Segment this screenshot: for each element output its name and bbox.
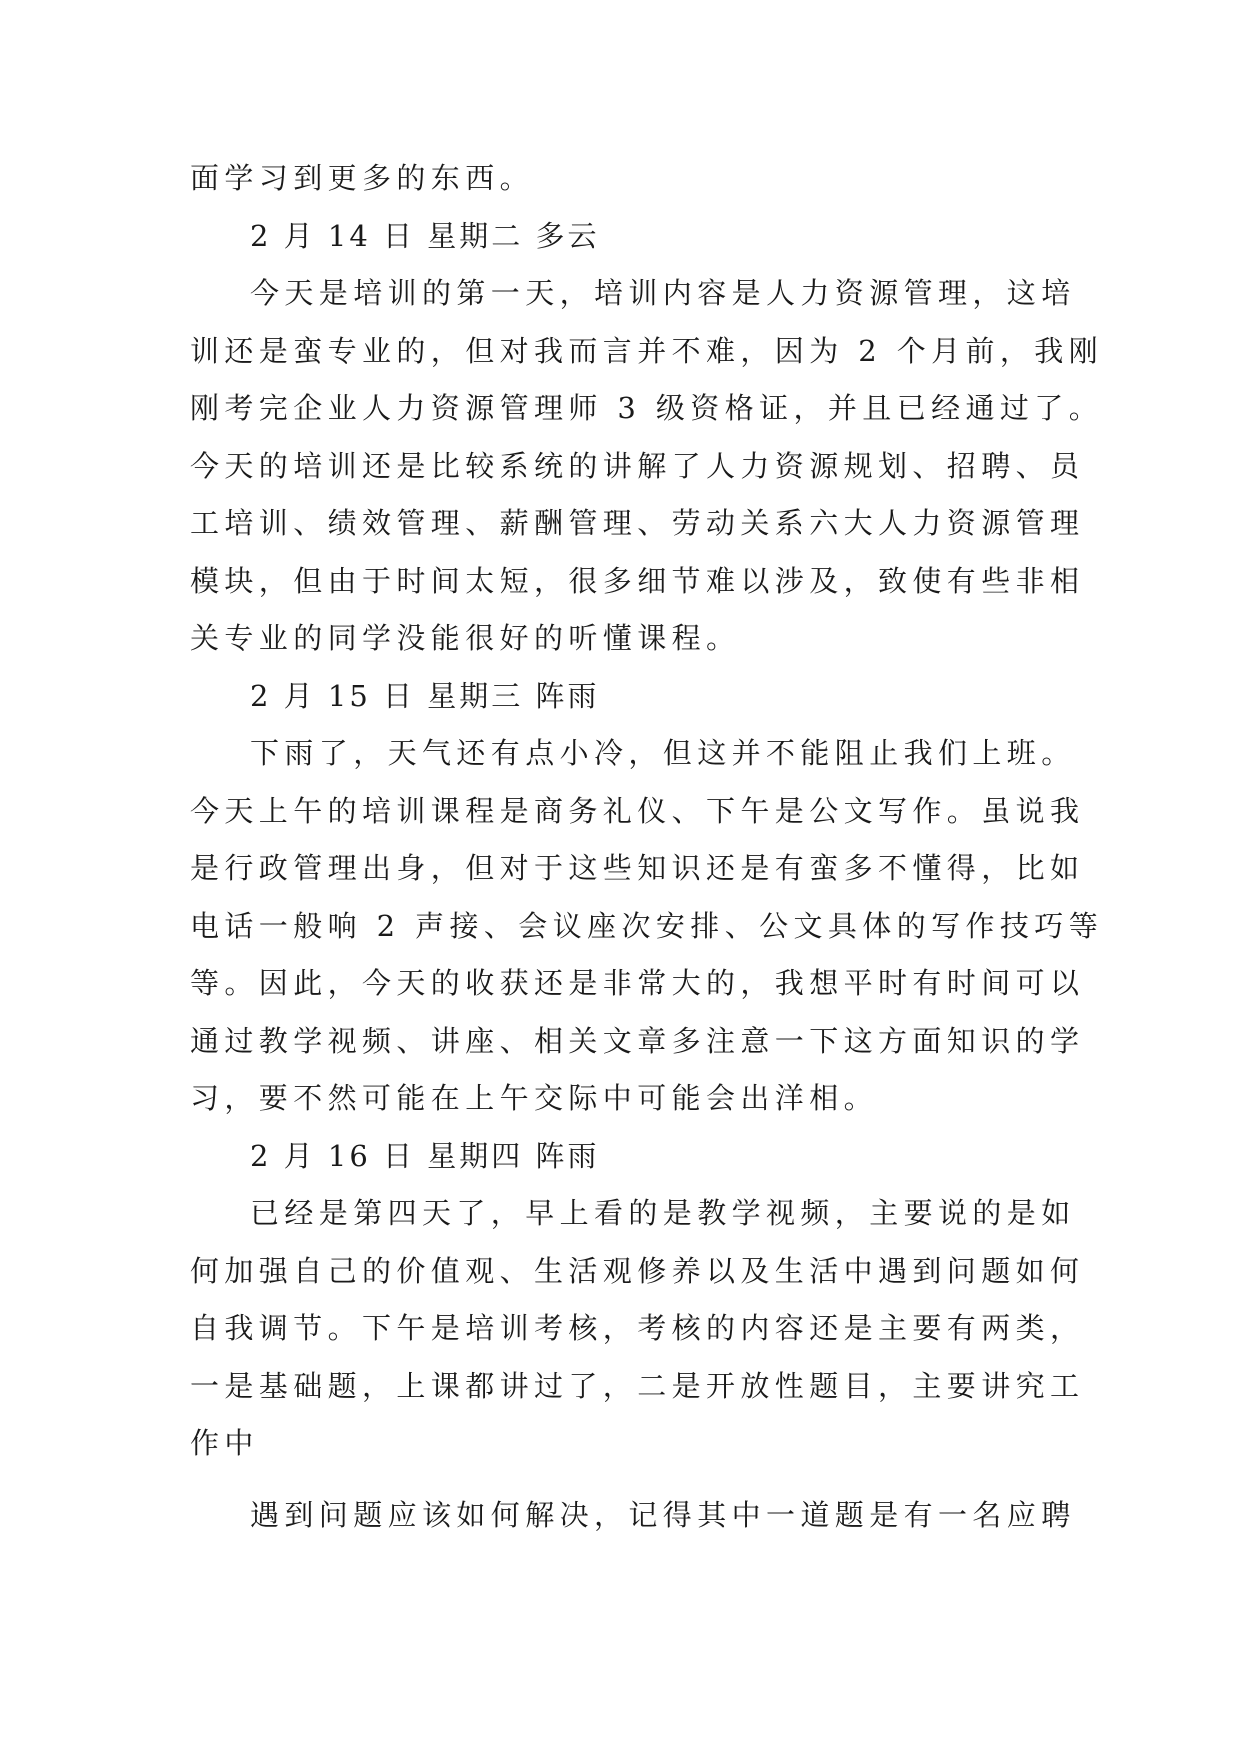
page-break-gap — [190, 1473, 1055, 1487]
text-line: 自我调节。下午是培训考核，考核的内容还是主要有两类， — [190, 1311, 1085, 1345]
text-line: 是行政管理出身，但对于这些知识还是有蛮多不懂得，比如 — [190, 851, 1085, 885]
text-line: 等。因此，今天的收获还是非常大的，我想平时有时间可以 — [190, 966, 1085, 1000]
text-line: 何加强自己的价值观、生活观修养以及生活中遇到问题如何 — [190, 1253, 1085, 1288]
text-line: 通过教学视频、讲座、相关文章多注意一下这方面知识的学 — [190, 1023, 1085, 1058]
text-line: 一是基础题，上课都讲过了，二是开放性题目，主要讲究工 — [190, 1368, 1085, 1403]
text-line: 刚考完企业人力资源管理师 3 级资格证，并且已经通过了。 — [190, 391, 1104, 425]
diary-date-heading: 2 月 14 日 星期二 多云 — [250, 218, 600, 253]
paragraph-first-line: 下雨了，天气还有点小冷，但这并不能阻止我们上班。 — [250, 736, 1076, 770]
text-line: 训还是蛮专业的，但对我而言并不难，因为 2 个月前，我刚 — [190, 333, 1104, 368]
diary-date-heading: 2 月 15 日 星期三 阵雨 — [250, 678, 600, 713]
text-line: 作中 — [190, 1426, 259, 1460]
text-line: 电话一般响 2 声接、会议座次安排、公文具体的写作技巧等 — [190, 908, 1104, 943]
text-line: 模块，但由于时间太短，很多细节难以涉及，致使有些非相 — [190, 563, 1085, 598]
diary-date-heading: 2 月 16 日 星期四 阵雨 — [250, 1138, 600, 1173]
document-page — [190, 150, 1104, 1544]
text-line: 习，要不然可能在上午交际中可能会出洋相。 — [190, 1081, 879, 1115]
text-line: 面学习到更多的东西。 — [190, 161, 535, 195]
text-line: 工培训、绩效管理、薪酬管理、劳动关系六大人力资源管理 — [190, 506, 1085, 540]
text-line: 今天上午的培训课程是商务礼仪、下午是公文写作。虽说我 — [190, 793, 1085, 828]
text-line: 关专业的同学没能很好的听懂课程。 — [190, 621, 741, 655]
text-line: 今天的培训还是比较系统的讲解了人力资源规划、招聘、员 — [190, 448, 1085, 483]
paragraph-first-line: 已经是第四天了，早上看的是教学视频，主要说的是如 — [250, 1196, 1076, 1230]
paragraph-first-line: 遇到问题应该如何解决，记得其中一道题是有一名应聘 — [250, 1497, 1076, 1532]
paragraph-first-line: 今天是培训的第一天，培训内容是人力资源管理，这培 — [250, 276, 1076, 310]
